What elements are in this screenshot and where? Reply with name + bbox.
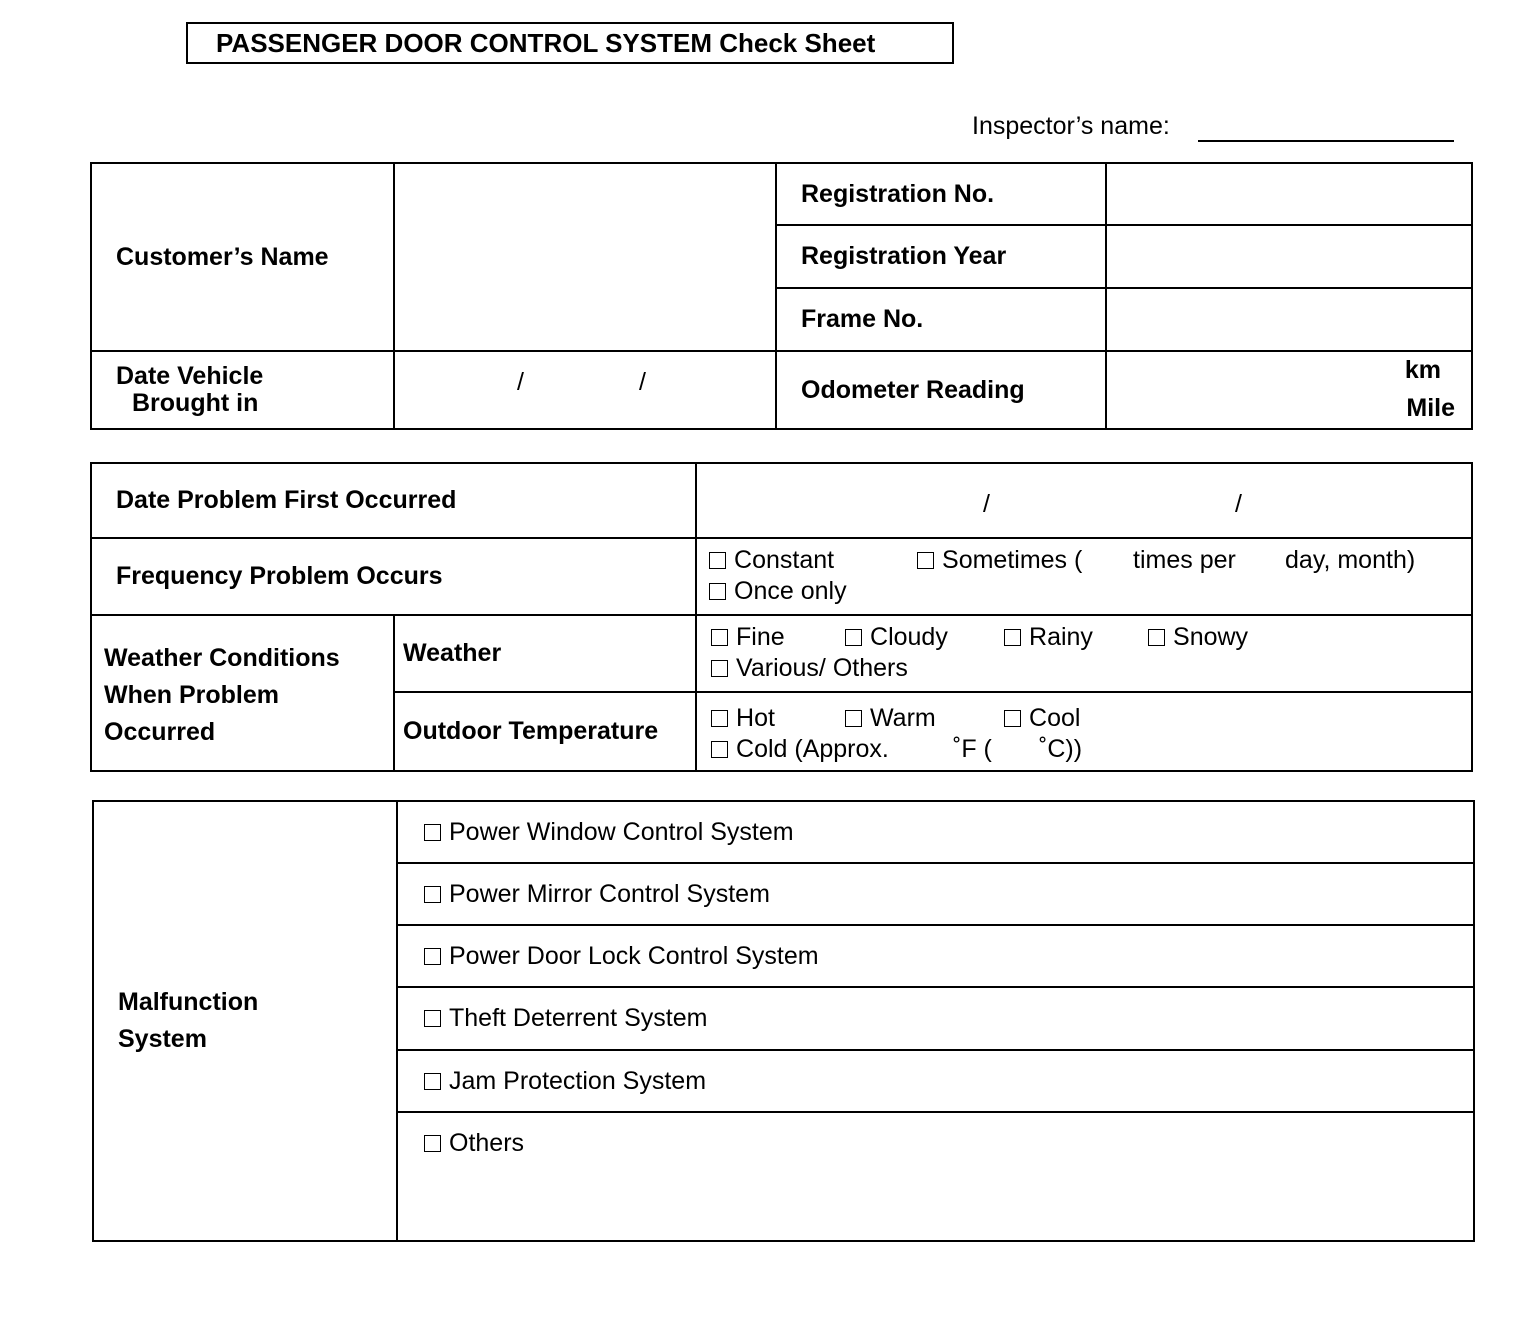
malfunction-label-line1: Malfunction (118, 988, 259, 1016)
option-label: Power Mirror Control System (449, 879, 770, 908)
day-month-label: day, month) (1285, 546, 1416, 574)
weather-options (696, 615, 1472, 692)
option-once-only[interactable] (709, 577, 847, 606)
odometer-unit-km: km (1404, 356, 1441, 384)
malfunction-table (92, 800, 1475, 1242)
option-label: Rainy (1029, 623, 1093, 651)
option-various-others[interactable] (711, 654, 908, 683)
date-separator: / (1235, 490, 1242, 518)
option-hot[interactable] (711, 704, 775, 733)
option-constant[interactable] (709, 546, 834, 575)
checkbox-icon[interactable] (711, 629, 728, 646)
checkbox-icon[interactable] (711, 710, 728, 727)
malfunction-system-label (93, 801, 397, 1241)
checkbox-icon[interactable] (709, 583, 726, 600)
option-cloudy[interactable] (845, 623, 948, 652)
option-rainy[interactable] (1004, 623, 1093, 652)
checkbox-icon[interactable] (1148, 629, 1165, 646)
weather-label: Weather (394, 615, 696, 692)
odometer-unit-mile: Mile (1406, 394, 1455, 422)
checkbox-icon[interactable] (1004, 710, 1021, 727)
checkbox-icon[interactable] (424, 1135, 441, 1152)
inspector-name-label: Inspector’s name: (972, 112, 1170, 140)
option-label: Warm (870, 704, 936, 732)
option-label: Theft Deterrent System (449, 1004, 708, 1032)
malfunction-option-power-window[interactable] (397, 801, 1474, 863)
option-fine[interactable] (711, 623, 785, 652)
checkbox-icon[interactable] (424, 886, 441, 903)
date-problem-first-label: Date Problem First Occurred (91, 463, 696, 538)
option-label: Hot (736, 704, 775, 732)
weather-conditions-line3: Occurred (104, 718, 216, 746)
date-brought-in-label-line2: Brought in (132, 389, 259, 417)
option-label: Snowy (1173, 623, 1249, 651)
checkbox-icon[interactable] (1004, 629, 1021, 646)
option-label: Constant (734, 546, 835, 574)
checkbox-icon[interactable] (711, 660, 728, 677)
checkbox-icon[interactable] (711, 741, 728, 758)
checkbox-icon[interactable] (424, 1073, 441, 1090)
vehicle-info-table (90, 162, 1473, 430)
date-separator: / (639, 368, 646, 396)
date-brought-in-field[interactable] (394, 351, 776, 429)
date-problem-first-field[interactable] (696, 463, 1472, 538)
checkbox-icon[interactable] (845, 710, 862, 727)
option-label: Cool (1029, 704, 1081, 732)
date-separator: / (983, 490, 990, 518)
malfunction-option-jam-protection[interactable] (397, 1050, 1474, 1112)
customer-name-label: Customer’s Name (91, 163, 394, 351)
weather-conditions-line1: Weather Conditions (104, 644, 340, 672)
inspector-name-field[interactable] (1198, 140, 1454, 142)
times-per-label: times per (1133, 546, 1236, 574)
fahrenheit-label: ˚F ( (953, 735, 992, 763)
checkbox-icon[interactable] (709, 552, 726, 569)
option-label: Sometimes ( (942, 546, 1083, 574)
date-brought-in-label-line1: Date Vehicle (116, 362, 264, 390)
option-warm[interactable] (845, 704, 936, 733)
checkbox-icon[interactable] (424, 948, 441, 965)
checkbox-icon[interactable] (424, 824, 441, 841)
customer-name-field[interactable] (394, 163, 776, 351)
temperature-options (696, 692, 1472, 771)
frame-no-field[interactable] (1106, 288, 1472, 351)
celsius-label: ˚C)) (1039, 735, 1083, 763)
malfunction-option-others[interactable] (397, 1112, 1474, 1241)
weather-conditions-line2: When Problem (104, 681, 280, 709)
malfunction-option-power-mirror[interactable] (397, 863, 1474, 925)
option-cold[interactable] (711, 735, 889, 764)
option-snowy[interactable] (1148, 623, 1248, 652)
malfunction-label-line2: System (118, 1025, 207, 1053)
option-label: Various/ Others (736, 654, 908, 682)
registration-no-label: Registration No. (776, 163, 1106, 225)
option-sometimes[interactable] (917, 546, 1082, 575)
registration-no-field[interactable] (1106, 163, 1472, 225)
option-label: Power Door Lock Control System (449, 941, 819, 970)
frame-no-label: Frame No. (776, 288, 1106, 351)
weather-conditions-label (91, 615, 394, 771)
date-brought-in-label (91, 351, 394, 429)
option-label: Cloudy (870, 623, 948, 651)
page-title: PASSENGER DOOR CONTROL SYSTEM Check Sheet (186, 22, 954, 64)
option-label: Cold (Approx. (736, 735, 889, 763)
malfunction-option-power-door-lock[interactable] (397, 925, 1474, 987)
frequency-label: Frequency Problem Occurs (91, 538, 696, 615)
option-label: Power Window Control System (449, 817, 794, 846)
date-separator: / (517, 368, 524, 396)
malfunction-option-theft-deterrent[interactable] (397, 987, 1474, 1050)
registration-year-label: Registration Year (776, 225, 1106, 288)
option-cool[interactable] (1004, 704, 1080, 733)
checkbox-icon[interactable] (424, 1010, 441, 1027)
frequency-options (696, 538, 1472, 615)
odometer-label: Odometer Reading (776, 351, 1106, 429)
checkbox-icon[interactable] (917, 552, 934, 569)
registration-year-field[interactable] (1106, 225, 1472, 288)
option-label: Once only (734, 577, 847, 605)
checkbox-icon[interactable] (845, 629, 862, 646)
option-label: Jam Protection System (449, 1066, 707, 1095)
problem-info-table (90, 462, 1473, 772)
odometer-field[interactable] (1106, 351, 1472, 429)
option-label: Others (449, 1129, 525, 1157)
outdoor-temperature-label: Outdoor Temperature (394, 692, 696, 771)
option-label: Fine (736, 623, 785, 651)
